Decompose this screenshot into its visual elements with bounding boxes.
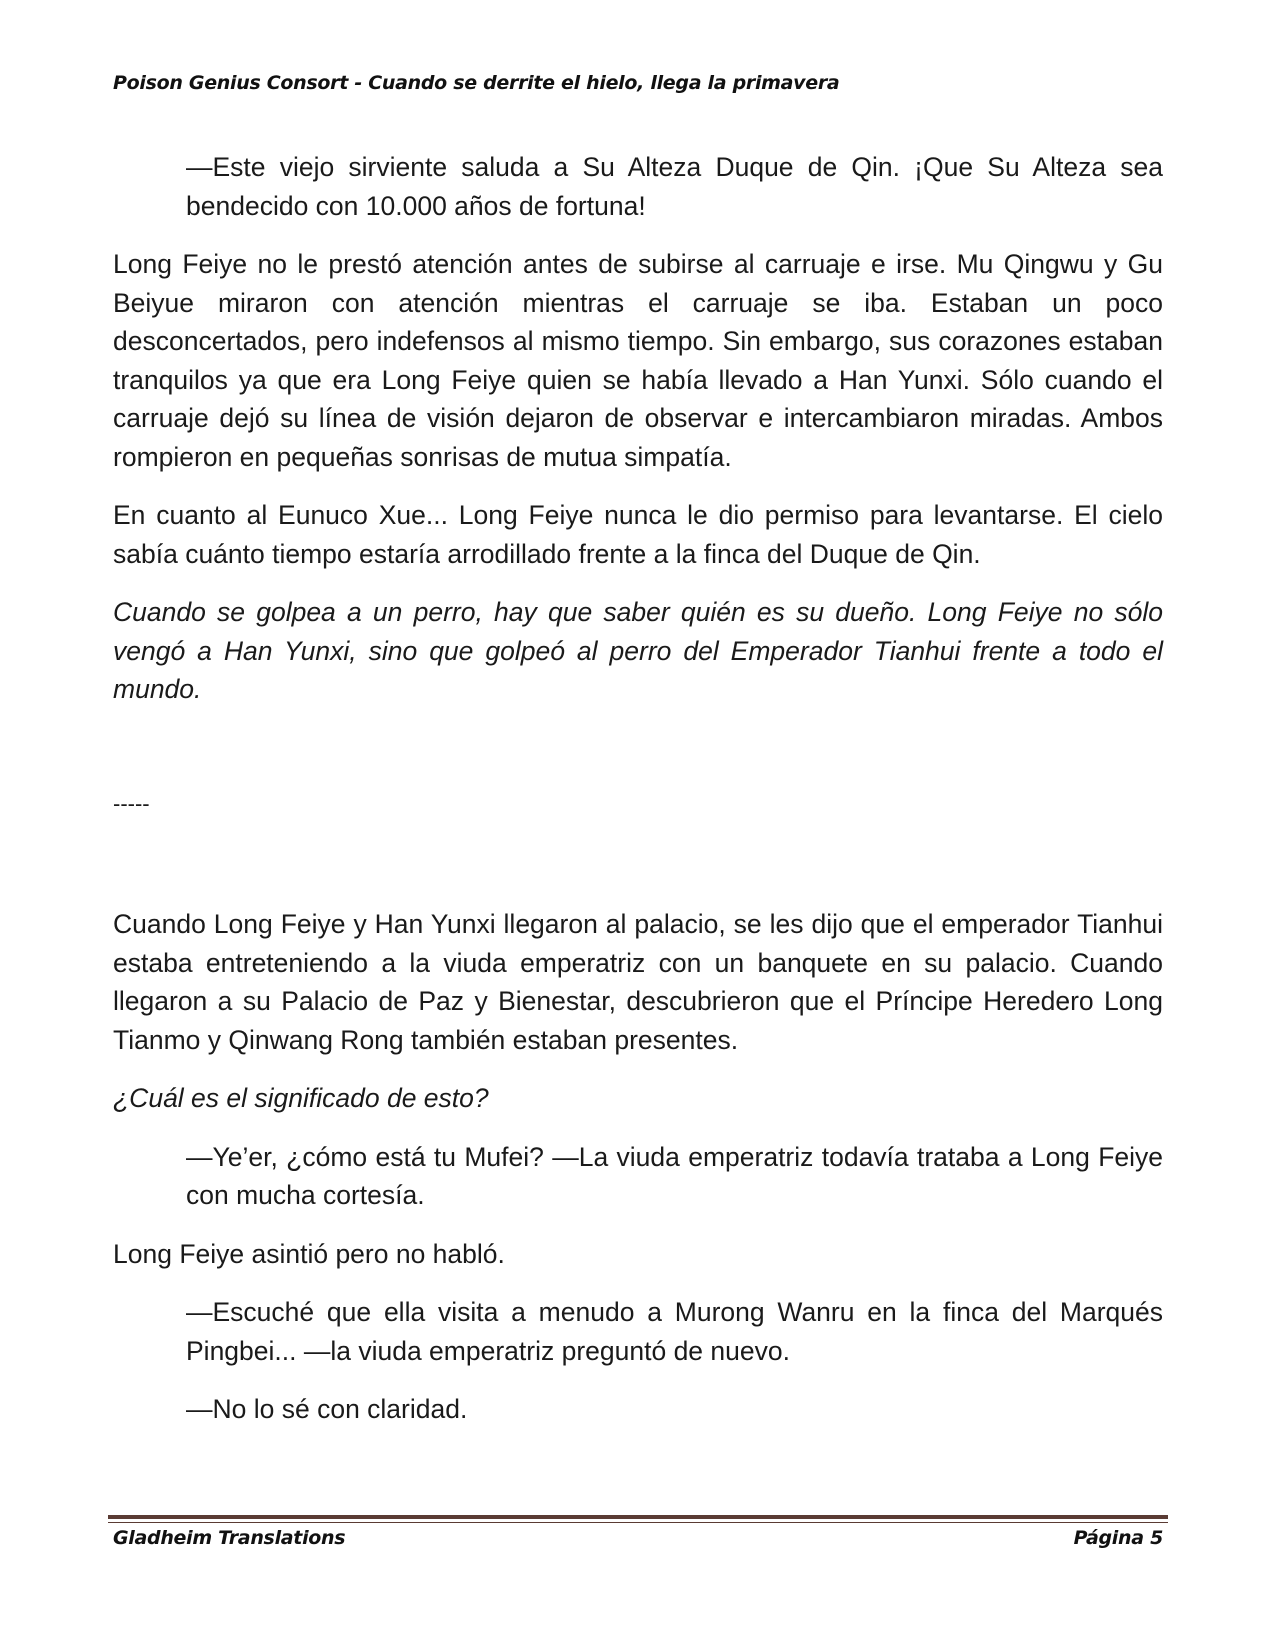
footer-divider-thin [108, 1522, 1168, 1523]
paragraph: Cuando se golpea a un perro, hay que saber quién es su dueño. Long Feiye no sólo vengó a Han Yunxi, sino que golpeó al perro del Emperador Tianhui frente a todo el mundo. [113, 597, 1163, 704]
paragraph: —Ye’er, ¿cómo está tu Mufei? —La viuda emperatriz todavía trataba a Long Feiye con mucha cortesía. [186, 1141, 1163, 1210]
paragraph: —No lo sé con claridad. [186, 1394, 468, 1424]
paragraph: Cuando Long Feiye y Han Yunxi llegaron al palacio, se les dijo que el emperador Tianhui estaba entreteniendo a la viuda emperatriz con un banquete en su palacio. Cuando llegaron a su Palacio de Paz y Bienestar, descubrieron que el Príncipe Heredero Long Tianmo y Qinwang Rong también estaban presentes. [113, 909, 1163, 1055]
page-header [113, 72, 1163, 94]
paragraph: —Escuché que ella visita a menudo a Murong Wanru en la finca del Marqués Pingbei... —la viuda emperatriz preguntó de nuevo. [186, 1297, 1163, 1366]
section-separator: ----- [113, 790, 150, 816]
page-footer [113, 1527, 1163, 1549]
paragraph: Long Feiye asintió pero no habló. [113, 1238, 505, 1269]
paragraph: Long Feiye no le prestó atención antes de subirse al carruaje e irse. Mu Qingwu y Gu Beiyue miraron con atención mientras el carruaje se iba. Estaban un poco desconcertados, pero indefensos al mismo tiempo. Sin embargo, sus corazones estaban tranquilos ya que era Long Feiye quien se había llevado a Han Yunxi. Sólo cuando el carruaje dejó su línea de visión dejaron de observar e intercambiaron miradas. Ambos rompieron en pequeñas sonrisas de mutua simpatía. [113, 249, 1163, 472]
header-title: Poison Genius Consort - Cuando se derrite el hielo, llega la primavera [113, 72, 840, 94]
paragraph: ¿Cuál es el significado de esto? [113, 1083, 489, 1113]
document-body [113, 148, 1163, 1449]
paragraph: En cuanto al Eunuco Xue... Long Feiye nunca le dio permiso para levantarse. El cielo sabía cuánto tiempo estaría arrodillado frente a la finca del Duque de Qin. [113, 500, 1163, 569]
footer-translator: Gladheim Translations [113, 1527, 346, 1549]
paragraph: —Este viejo sirviente saluda a Su Alteza Duque de Qin. ¡Que Su Alteza sea bendecido con 10.000 años de fortuna! [186, 152, 1163, 221]
page-number: Página 5 [1073, 1527, 1163, 1549]
footer-divider [108, 1515, 1168, 1519]
